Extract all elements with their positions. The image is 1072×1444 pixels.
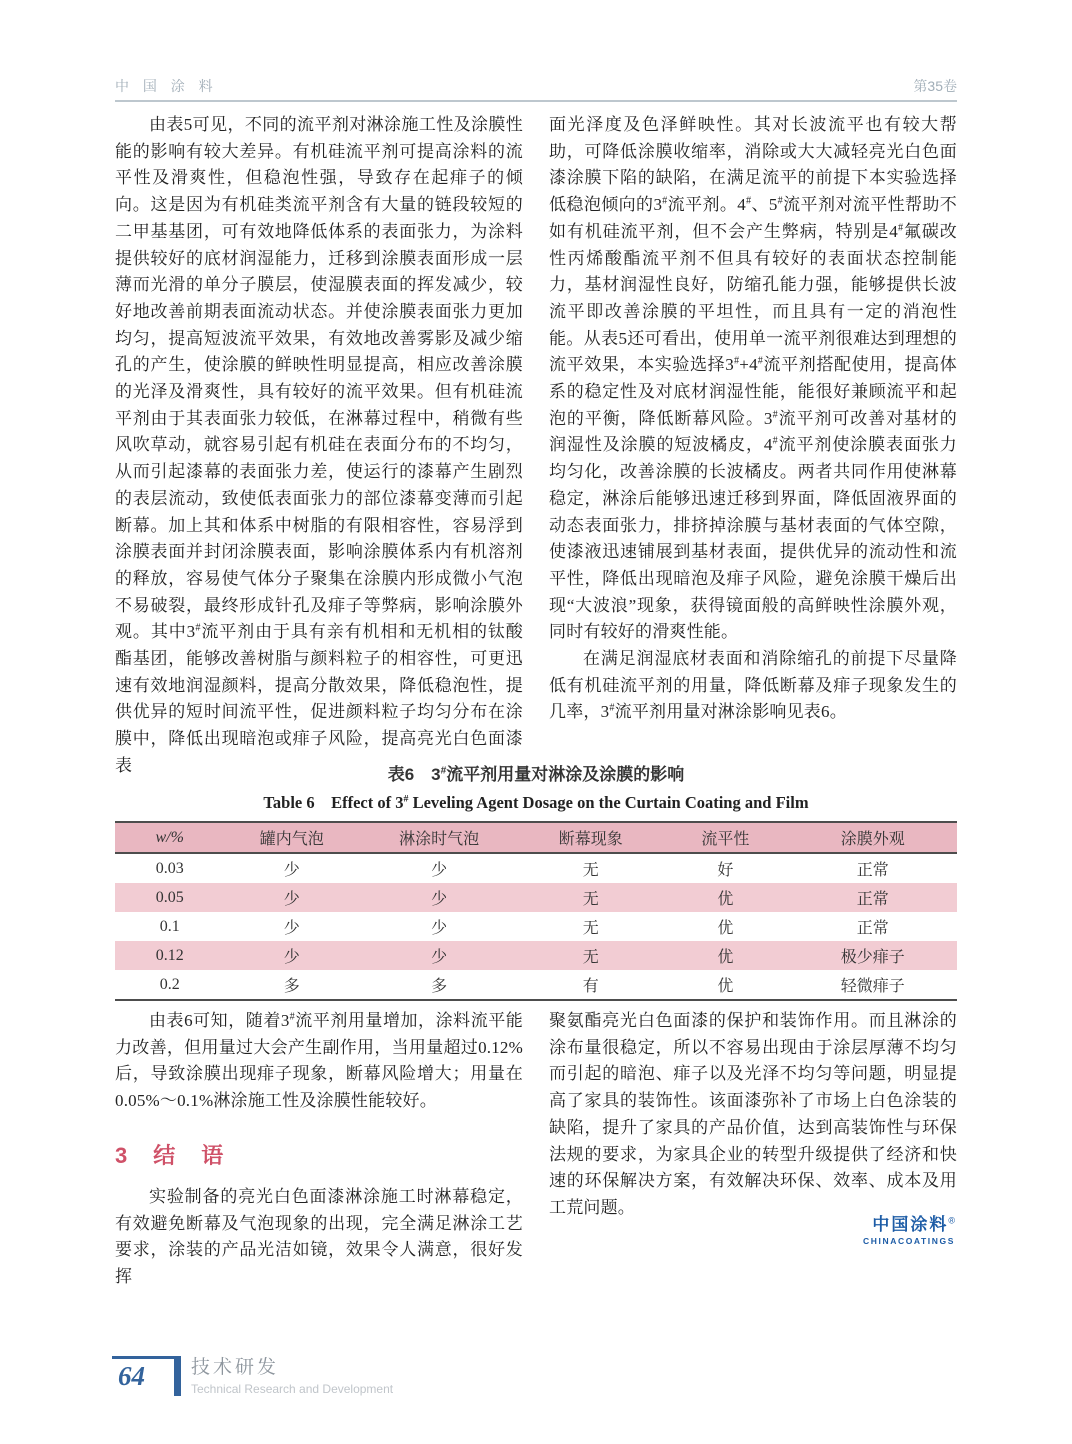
cell: 优 [717, 949, 734, 966]
cell: 少 [431, 891, 448, 908]
cell: 无 [582, 891, 599, 908]
lower-right-column [549, 1008, 957, 1291]
col-header-leveling: 流平性 [701, 831, 750, 848]
cell: 轻微痱子 [840, 978, 905, 995]
paragraph: 在满足润湿底材表面和消除缩孔的前提下尽量降低有机硅流平剂的用量，降低断幕及痱子现象发生的几率，3#流平剂用量对淋涂影响见表6。 [549, 649, 957, 722]
cell: 优 [717, 920, 734, 937]
upper-body [115, 112, 957, 780]
col-header-curtain-bubbles: 淋涂时气泡 [399, 831, 480, 848]
cell: 极少痱子 [840, 949, 905, 966]
cell: 有 [582, 978, 599, 995]
cell: 优 [717, 891, 734, 908]
col-header-curtain-break: 断幕现象 [558, 831, 623, 848]
cell: 0.05 [155, 888, 184, 906]
registered-mark-icon: ® [948, 1215, 955, 1226]
table6 [115, 821, 957, 1001]
cell: 0.12 [155, 946, 184, 964]
lower-body [115, 1008, 957, 1291]
table-row [115, 941, 957, 970]
upper-right-column [549, 112, 957, 780]
table-row [115, 970, 957, 1000]
journal-name: 中 国 涂 料 [115, 78, 218, 94]
table-caption-zh: 表6 3#流平剂用量对淋涂及涂膜的影响 [387, 765, 685, 784]
logo-text-zh: 中国涂料 [872, 1214, 949, 1234]
cell: 少 [283, 891, 300, 908]
cell: 无 [582, 949, 599, 966]
cell: 正常 [856, 920, 889, 937]
cell: 正常 [856, 862, 889, 879]
footer-section-en: Technical Research and Development [191, 1382, 394, 1396]
footer-section-block [181, 1356, 393, 1397]
col-header-film-appearance: 涂膜外观 [840, 831, 905, 848]
table-caption-en: Table 6 Effect of 3# Leveling Agent Dosage on the Curtain Coating and Film [263, 793, 809, 812]
paragraph: 由表5可见，不同的流平剂对淋涂施工性及涂膜性能的影响有较大差异。有机硅流平剂可提高涂料的流平性及滑爽性，但稳泡性强，导致存在起痱子的倾向。这是因为有机硅类流平剂含有大量的链段较短的二甲基基团，可有效地降低体系的表面张力，为涂料提供较好的底材润湿能力，迁移到涂膜表面形成一层薄而光滑的单分子膜层，使湿膜表面的挥发减少，较好地改善前期表面流动状态。并使涂膜表面张力更加均匀，提高短波流平效果，有效地改善雾影及减少缩孔的产生，使涂膜的鲜映性明显提高，相应改善涂膜的光泽及滑爽性，具有较好的流平效果。但有机硅流平剂由于其表面张力较低，在淋幕过程中，稍微有些风吹草动，就容易引起有机硅在表面分布的不均匀，从而引起漆幕的表面张力差，使运行的漆幕产生剧烈的表层流动，致使低表面张力的部位漆幕变薄而引起断幕。加上其和体系中树脂的有限相容性，容易浮到涂膜表面并封闭涂膜表面，影响涂膜体系内有机溶剂的释放，容易使气体分子聚集在涂膜内形成微小气泡不易破裂，最终形成针孔及痱子等弊病，影响涂膜外观。其中3#流平剂由于具有亲有机相和无机相的钛酸酯基团，能够改善树脂与颜料粒子的相容性，可更迅速有效地润湿颜料，提高分散效果，降低稳泡性，提供优异的短时间流平性，促进颜料粒子均匀分布在涂膜中，降低出现暗泡或痱子风险，提高亮光白色面漆表 [115, 115, 523, 775]
cell: 好 [717, 862, 734, 879]
upper-left-column [115, 112, 523, 780]
cell: 无 [582, 862, 599, 879]
cell: 少 [283, 920, 300, 937]
paragraph: 面光泽度及色泽鲜映性。其对长波流平也有较大帮助，可降低涂膜收缩率，消除或大大减轻亮光白色面漆涂膜下陷的缺陷，在满足流平的前提下本实验选择低稳泡倾向的3#流平剂。4#、5#流平剂对流平性帮助不如有机硅流平剂，但不会产生弊病，特别是4#氟碳改性丙烯酸酯流平剂不但具有较好的表面状态控制能力，基材润湿性良好，防缩孔能力强，能够提供长波流平即改善涂膜的平坦性，而且具有一定的消泡性能。从表5还可看出，使用单一流平剂很难达到理想的流平效果，本实验选择3#+4#流平剂搭配使用，提高体系的稳定性及对底材润湿性能，能很好兼顾流平和起泡的平衡，降低断幕风险。3#流平剂可改善对基材的润湿性及涂膜的短波橘皮，4#流平剂使涂膜表面张力均匀化，改善涂膜的长波橘皮。两者共同作用使淋幕稳定，淋涂后能够迅速迁移到界面，降低固液界面的动态表面张力，排挤掉涂膜与基材表面的气体空隙，使漆液迅速铺展到基材表面，提供优异的流动性和流平性，降低出现暗泡及痱子风险，避免涂膜干燥后出现“大波浪”现象，获得镜面般的高鲜映性涂膜外观，同时有较好的滑爽性能。 [549, 115, 958, 642]
table-header-row [115, 822, 957, 853]
cell: 少 [431, 862, 448, 879]
section-heading-conclusion: 3 结 语 [115, 1142, 226, 1168]
cell: 无 [582, 920, 599, 937]
page-number: 64 [118, 1361, 145, 1391]
col-header-can-bubbles: 罐内气泡 [259, 831, 324, 848]
table6-block [115, 760, 957, 1001]
lower-left-column [115, 1008, 523, 1291]
table-row [115, 853, 957, 883]
cell: 0.1 [159, 917, 180, 935]
volume-label: 第35卷 [913, 78, 957, 94]
footer-section-zh: 技术研发 [191, 1357, 280, 1378]
cell: 0.03 [155, 859, 184, 877]
cell: 少 [283, 949, 300, 966]
running-head [115, 70, 957, 102]
cell: 多 [431, 978, 448, 995]
cell: 正常 [856, 891, 889, 908]
paragraph: 实验制备的亮光白色面漆淋涂施工时淋幕稳定，有效避免断幕及气泡现象的出现，完全满足淋涂工艺要求，涂装的产品光洁如镜，效果令人满意，很好发挥 [115, 1186, 523, 1286]
footer-divider-bar [174, 1356, 181, 1396]
table-row [115, 912, 957, 941]
cell: 少 [283, 862, 300, 879]
col-header-dosage: w/% [155, 828, 184, 846]
cell: 优 [717, 978, 734, 995]
page-number-block [112, 1356, 174, 1397]
cell: 少 [431, 949, 448, 966]
table-row [115, 883, 957, 912]
cell: 多 [283, 978, 300, 995]
cell: 0.2 [159, 975, 180, 993]
paragraph: 聚氨酯亮光白色面漆的保护和装饰作用。而且淋涂的涂布量很稳定，所以不容易出现由于涂层厚薄不均匀而引起的暗泡、痱子以及光泽不均匀等问题，明显提高了家具的装饰性。该面漆弥补了市场上白色涂装的缺陷，提升了家具的产品价值，达到高装饰性与环保法规的要求，为家具企业的转型升级提供了经济和快速的环保解决方案，有效解决环保、效率、成本及用工荒问题。 [549, 1011, 957, 1217]
cell: 少 [431, 920, 448, 937]
paragraph: 由表6可知，随着3#流平剂用量增加，涂料流平能力改善，但用量过大会产生副作用，当用量超过0.12%后，导致涂膜出现痱子现象，断幕风险增大；用量在0.05%～0.1%淋涂施工性及涂膜性能较好。 [115, 1011, 523, 1111]
page-footer [112, 1356, 393, 1397]
logo-text-en: CHINACOATINGS [863, 1235, 955, 1246]
